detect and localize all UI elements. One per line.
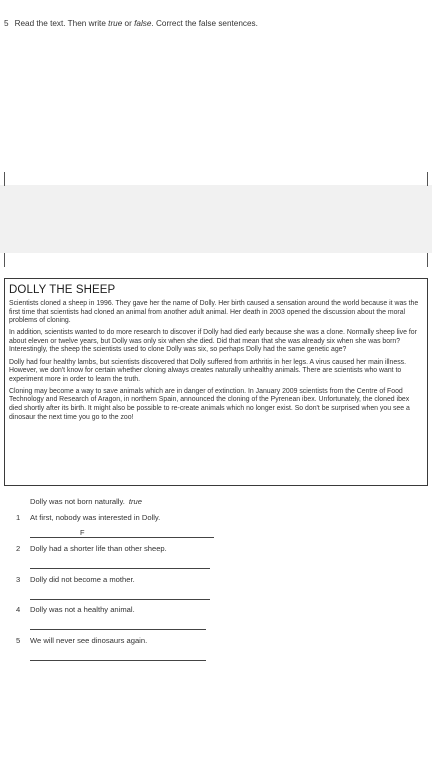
question-number: 5 [16,636,21,645]
question-text: At first, nobody was interested in Dolly. [30,513,161,522]
question-number: 4 [16,605,21,614]
answer-line-5[interactable] [30,660,206,661]
answer-1-text: F [80,528,85,537]
answer-line-3[interactable] [30,599,210,600]
instruction-or-word: or [122,19,135,28]
question-text: We will never see dinosaurs again. [30,636,148,645]
question-5 [16,636,147,645]
crop-mark-bottom-left [4,253,5,267]
answer-line-1[interactable] [30,537,214,538]
question-2 [16,544,167,553]
page-gap [0,185,432,253]
question-3 [16,575,135,584]
question-1 [16,513,160,522]
question-4 [16,605,135,614]
instruction-text-end: . Correct the false sentences. [151,19,258,28]
answer-line-2[interactable] [30,568,210,569]
exercise-instruction [4,19,424,28]
exercise-number: 5 [4,19,9,28]
crop-mark-top-right [427,172,428,186]
article-title: DOLLY THE SHEEP [9,284,116,296]
instruction-text-start: Read the text. Then write [14,19,109,28]
example-answer: true [128,497,142,506]
question-number: 2 [16,544,21,553]
article-paragraph-4: Cloning may become a way to save animals which are in danger of extinction. In January 2009 scientists from the Centre of Food Technology and Research of Aragon, in northern Spain, announced the cloning of the Pyrenean ibex. Unfortunately, the cloned ibex died shortly after its birth. It might also be possible to re-create animals which no longer exist. So don't be surprised when you see a dinosaur the next time you go to the zoo! [9,387,410,421]
article-box [4,278,428,486]
article-paragraph-2: In addition, scientists wanted to do more research to discover if Dolly had died early because she was a clone. Normally sheep live for about eleven or twelve years, but Dolly was only six when she died. Did that mean that she was already six when she was born? Interestingly, the sheep the scientists used to clone Dolly was six, so perhaps Dolly had the same genetic age? [9,329,417,354]
crop-mark-bottom-right [427,253,428,267]
instruction-true-word: true [108,19,123,28]
example-item [30,497,142,506]
article-paragraph-3: Dolly had four healthy lambs, but scientists discovered that Dolly suffered from arthritis in her legs. A virus caused her main illness. However, we don't know for certain whether cloning always creates naturally unhealthy animals. There are scientists who want to experiment more in order to learn the truth. [9,358,407,383]
question-text: Dolly had a shorter life than other sheep. [30,544,167,553]
answer-line-4[interactable] [30,629,206,630]
example-sentence: Dolly was not born naturally. [30,497,125,506]
question-number: 1 [16,513,21,522]
instruction-false-word: false [134,19,152,28]
crop-mark-top-left [4,172,5,186]
question-number: 3 [16,575,21,584]
question-text: Dolly did not become a mother. [30,575,135,584]
article-paragraph-1: Scientists cloned a sheep in 1996. They gave her the name of Dolly. Her birth caused a sensation around the world because it was the first time that scientists had cloned an animal from another adult animal. Her death in 2003 opened the discussion about the moral problems of cloning. [9,300,419,325]
question-text: Dolly was not a healthy animal. [30,605,135,614]
